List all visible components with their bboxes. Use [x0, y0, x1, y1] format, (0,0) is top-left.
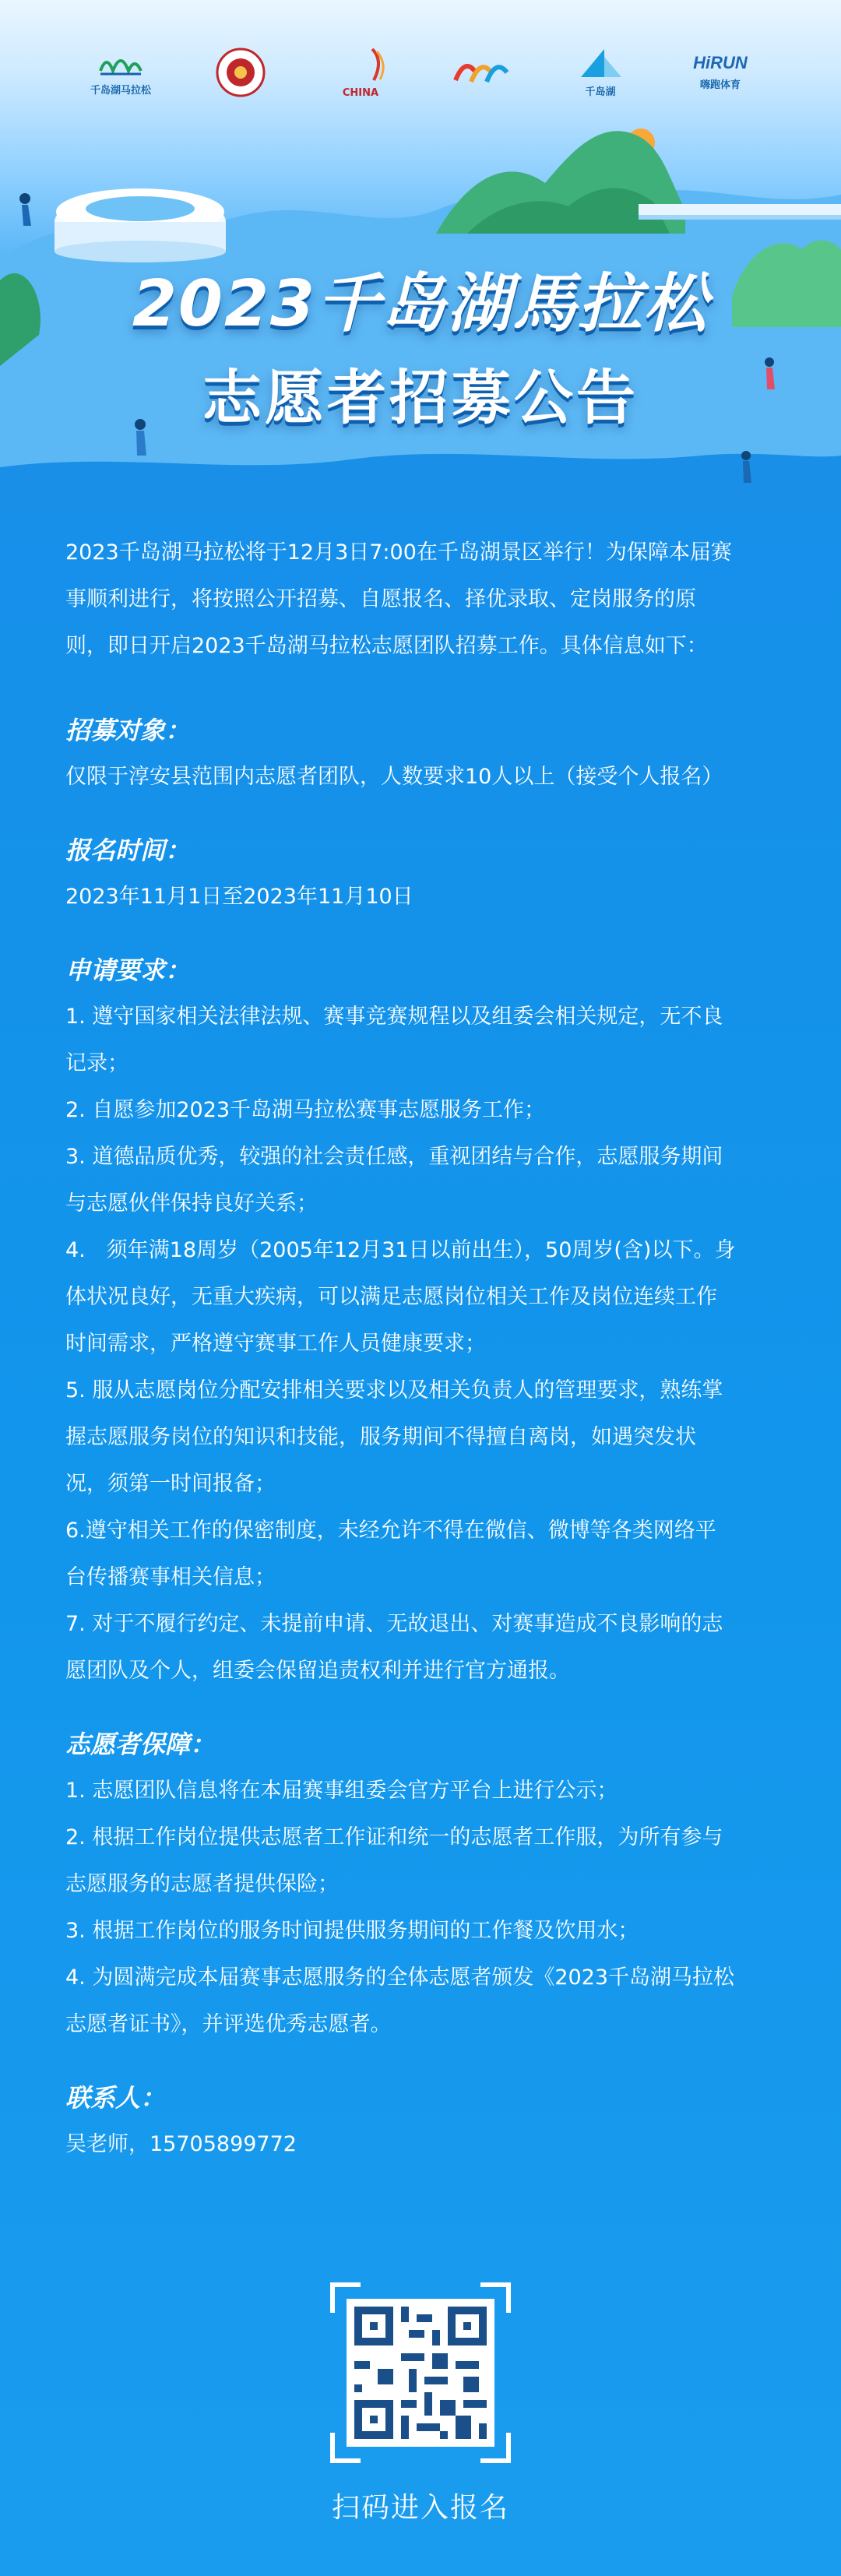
qiandaohu-marathon-logo: 千岛湖马拉松	[74, 48, 167, 97]
announcement-body	[65, 530, 776, 2168]
china-logo: CHINA	[314, 45, 407, 99]
hirun-logo: HiRUN 嗨跑体育	[693, 53, 748, 91]
section-heading: 招募对象：	[65, 716, 191, 745]
section-heading: 报名时间：	[65, 836, 191, 865]
intro-paragraph: 2023千岛湖马拉松将于12月3日7:00在千岛湖景区举行！为保障本届赛 事顺利进行，将按照公开招募、自愿报名、择优录取、定岗服务的原 则，即日开启2023千岛湖马拉松志愿团队招募工作。具体信息如下：	[65, 540, 732, 658]
main-title: 2023千岛湖馬拉松	[132, 267, 709, 341]
qr-icon	[347, 2299, 494, 2447]
section-requirements: 申请要求： 1. 遵守国家相关法律法规、赛事竞赛规程以及组委会相关规定，无不良 记录； 2. 自愿参加2023千岛湖马拉松赛事志愿服务工作； 3. 道德品质优秀，较强的社会责任感，重视团结与合作，志愿服务期间 与志愿伙伴保持良好关系； 4. 须年满18周岁（2005年12月31日以前出生），50周岁(含)以下。身 体状况良好，无重大疾病，可以满足志愿岗位相关工作及岗位连续工作 时间需求，严格遵守赛事工作人员健康要求； 5. 服从志愿岗位分配安排相关要求以及相关负责人的管理要求，熟练掌 握志愿服务岗位的知识和技能，服务期间不得擅自离岗，如遇突发状 况，须第一时间报备； 6.遵守相关工作的保密制度，未经允许不得在微信、微博等各类网络平 台传播赛事相关信息； 7. 对于不履行约定、未提前申请、无故退出、对赛事造成不良影响的志 愿团队及个人，组委会保留追责权利并进行官方通报。	[65, 947, 776, 1694]
hero-banner	[0, 0, 841, 514]
ribbon-logo	[434, 49, 527, 96]
section-heading: 申请要求：	[65, 955, 191, 985]
qr-code[interactable]	[329, 2282, 512, 2464]
section-guarantee: 志愿者保障： 1. 志愿团队信息将在本届赛事组委会官方平台上进行公示； 2. 根据工作岗位提供志愿者工作证和统一的志愿者工作服，为所有参与 志愿服务的志愿者提供保险； 3. 根据工作岗位的服务时间提供服务期间的工作餐及饮用水； 4. 为圆满完成本届赛事志愿服务的全体志愿者颁发《2023千岛湖马拉松 志愿者证书》，并评选优秀志愿者。	[65, 1721, 776, 2048]
section-time: 报名时间： 2023年11月1日至2023年11月10日	[65, 827, 776, 920]
athletics-association-logo	[194, 48, 287, 97]
section-heading: 联系人：	[65, 2083, 166, 2113]
section-contact	[65, 2075, 776, 2168]
contact-info: 吴老师，15705899772	[65, 2132, 297, 2156]
section-heading: 志愿者保障：	[65, 1730, 216, 1759]
qiandaohu-logo: 千岛湖	[554, 46, 647, 98]
section-target: 招募对象： 仅限于淳安县范围内志愿者团队，人数要求10人以上（接受个人报名）	[65, 707, 776, 801]
qr-section	[0, 2282, 841, 2525]
sub-title: 志愿者招募公告	[202, 363, 639, 432]
sponsor-logos	[0, 45, 841, 99]
qr-caption: 扫码进入报名	[331, 2492, 509, 2524]
